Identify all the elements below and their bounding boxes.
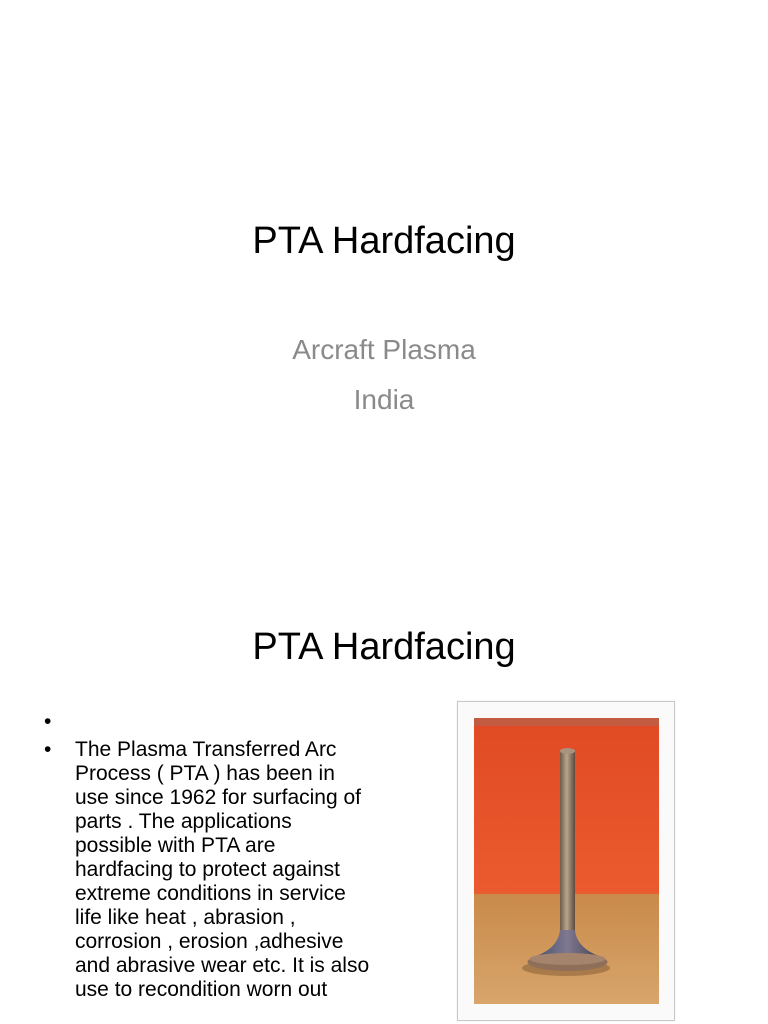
bullet-item-empty <box>44 710 374 734</box>
subtitle-country: India <box>353 384 415 415</box>
bullet-list <box>44 710 374 1006</box>
bullet-icon: • <box>44 710 52 733</box>
engine-valve-icon <box>474 718 659 1004</box>
slide-1-title: PTA Hardfacing <box>252 220 516 262</box>
bullet-icon: • <box>44 738 52 761</box>
engine-valve-photo <box>457 701 675 1021</box>
slide-content <box>0 576 768 1024</box>
slide-2-title: PTA Hardfacing <box>252 626 516 668</box>
subtitle-company: Arcraft Plasma <box>292 334 476 365</box>
bullet-item-description <box>44 738 374 1002</box>
bullet-text: The Plasma Transferred Arc Process ( PTA ) has been in use since 1962 for surfacing of parts . The applications possible with PTA are hardfacing to protect against extreme conditions in service life like heat , abrasion , corrosion , erosion ,adhesive and abrasive wear etc. It is also use to recondition worn out <box>75 738 370 1001</box>
